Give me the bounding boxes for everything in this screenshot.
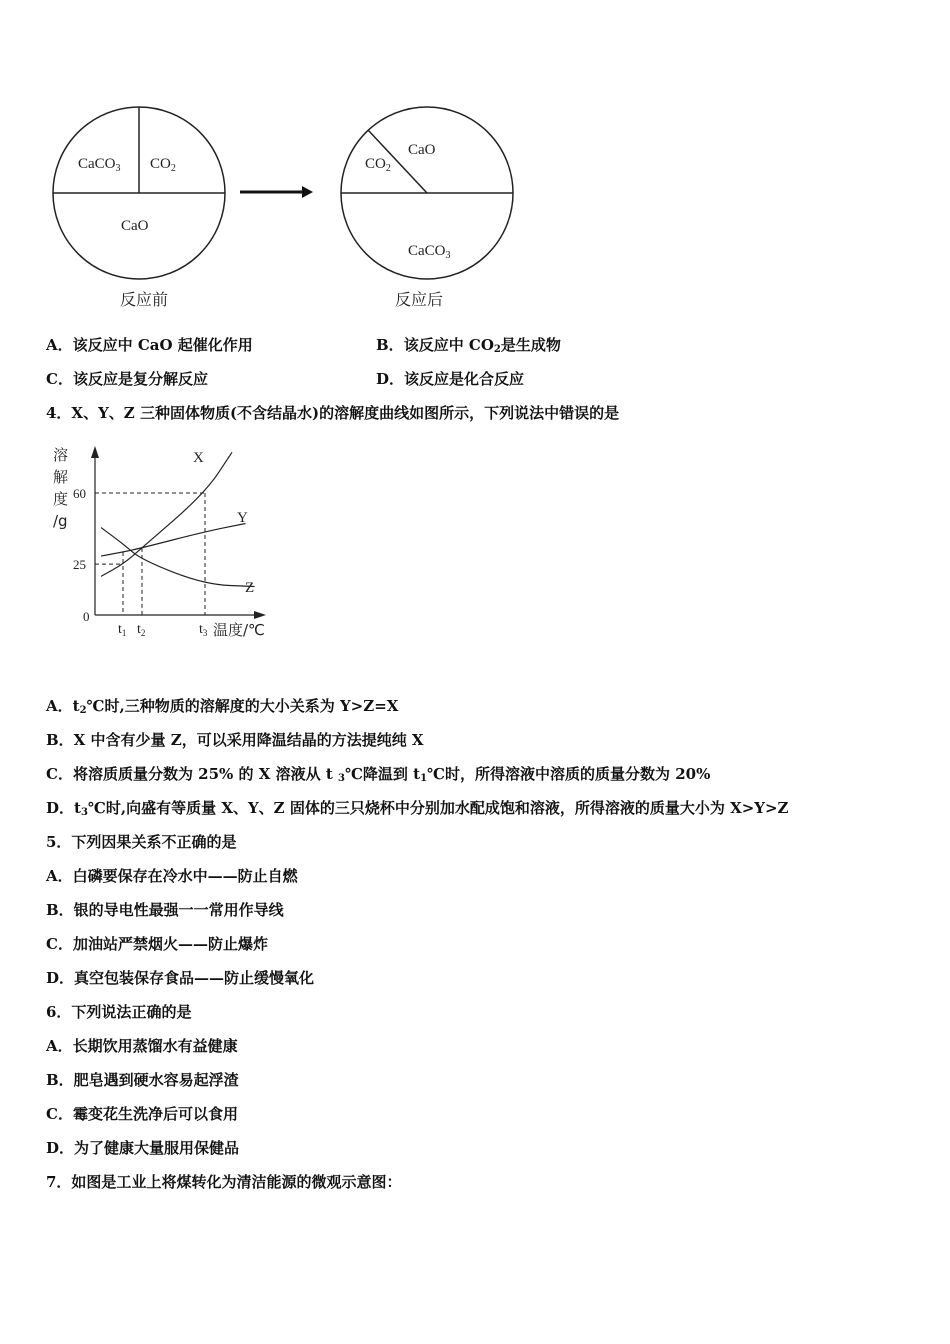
q3-option-d: D．该反应是化合反应 (376, 370, 525, 388)
q5-option-a: A．白磷要保存在冷水中——防止自燃 (46, 867, 298, 885)
q3-option-a: A．该反应中 CaO 起催化作用 (46, 336, 253, 354)
q4-stem: 4．X、Y、Z 三种固体物质(不含结晶水)的溶解度曲线如图所示，下列说法中错误的是 (46, 404, 620, 422)
series-y-curve (101, 524, 246, 557)
reaction-diagram (40, 100, 540, 315)
chart-ylabel-char: 度 (53, 490, 69, 508)
q5-option-d: D．真空包装保存食品——防止缓慢氧化 (46, 969, 315, 987)
q6-option-b: B．肥皂遇到硬水容易起浮渣 (46, 1071, 239, 1089)
chart-xtick-label: $t_3$ (199, 622, 208, 638)
q6-stem: 6．下列说法正确的是 (46, 1003, 192, 1021)
chart-ylabel-char: /g (53, 512, 68, 530)
chart-xlabel: 温度/℃ (213, 621, 265, 639)
chart-ticks (118, 622, 208, 638)
pie-before (53, 107, 225, 309)
q6-option-d: D．为了健康大量服用保健品 (46, 1139, 240, 1157)
before-co2-label: $CO_2$ (150, 156, 176, 174)
after-caption: 反应后 (395, 290, 444, 309)
q4-option-b: B．X 中含有少量 Z，可以采用降温结晶的方法提纯纯 X (46, 731, 424, 749)
series-z-label: Z (245, 580, 255, 596)
solubility-chart (45, 440, 285, 650)
series-x-curve (101, 452, 232, 576)
chart-ylabel-char: 解 (53, 468, 69, 486)
pie-after (341, 107, 513, 309)
q4-option-c: C．将溶质质量分数为 25% 的 X 溶液从 t $_3$℃降温到 $t_1℃$时，所得溶液中溶质的质量分数为 20% (46, 765, 711, 784)
before-caco3-label: CaCO$_3$ (78, 156, 121, 174)
series-x-label: X (193, 450, 204, 466)
chart-axes (91, 446, 266, 619)
series-y-label: Y (237, 510, 248, 526)
q3-option-c: C．该反应是复分解反应 (46, 370, 208, 388)
after-cao-label: CaO (408, 142, 436, 158)
chart-ytick-label: 60 (73, 486, 86, 501)
chart-ylabel-char: 溶 (53, 446, 69, 464)
q5-stem: 5．下列因果关系不正确的是 (46, 833, 237, 851)
series-z-curve (101, 528, 255, 587)
q5-option-c: C．加油站严禁烟火——防止爆炸 (46, 935, 268, 953)
q5-option-b: B．银的导电性最强一一常用作导线 (46, 901, 284, 919)
q7-stem: 7．如图是工业上将煤转化为清洁能源的微观示意图： (46, 1173, 402, 1191)
chart-series (101, 450, 255, 596)
q6-option-a: A．长期饮用蒸馏水有益健康 (46, 1037, 238, 1055)
before-caption: 反应前 (120, 290, 169, 309)
chart-xtick-label: $t_1$ (118, 622, 127, 638)
q6-option-c: C．霉变花生洗净后可以食用 (46, 1105, 238, 1123)
chart-xtick-label: $t_2$ (137, 622, 146, 638)
q3-option-b: B．该反应中 $CO_2$是生成物 (376, 336, 561, 355)
chart-ylabel (53, 446, 68, 530)
q4-option-d: D．$t_3℃$时,向盛有等质量 X、Y、Z 固体的三只烧杯中分别加水配成饱和溶液，所得溶液的质量大小为 X>Y>Z (46, 799, 789, 818)
after-co2-label: $CO_2$ (365, 156, 391, 174)
after-caco3-label: CaCO$_3$ (408, 243, 451, 261)
chart-origin: 0 (83, 609, 90, 624)
reaction-arrow (240, 186, 313, 198)
q4-option-a: A．$t_2℃$时,三种物质的溶解度的大小关系为 Y>Z=X (46, 697, 399, 716)
chart-ytick-label: 25 (73, 557, 86, 573)
before-cao-label: CaO (121, 218, 149, 234)
